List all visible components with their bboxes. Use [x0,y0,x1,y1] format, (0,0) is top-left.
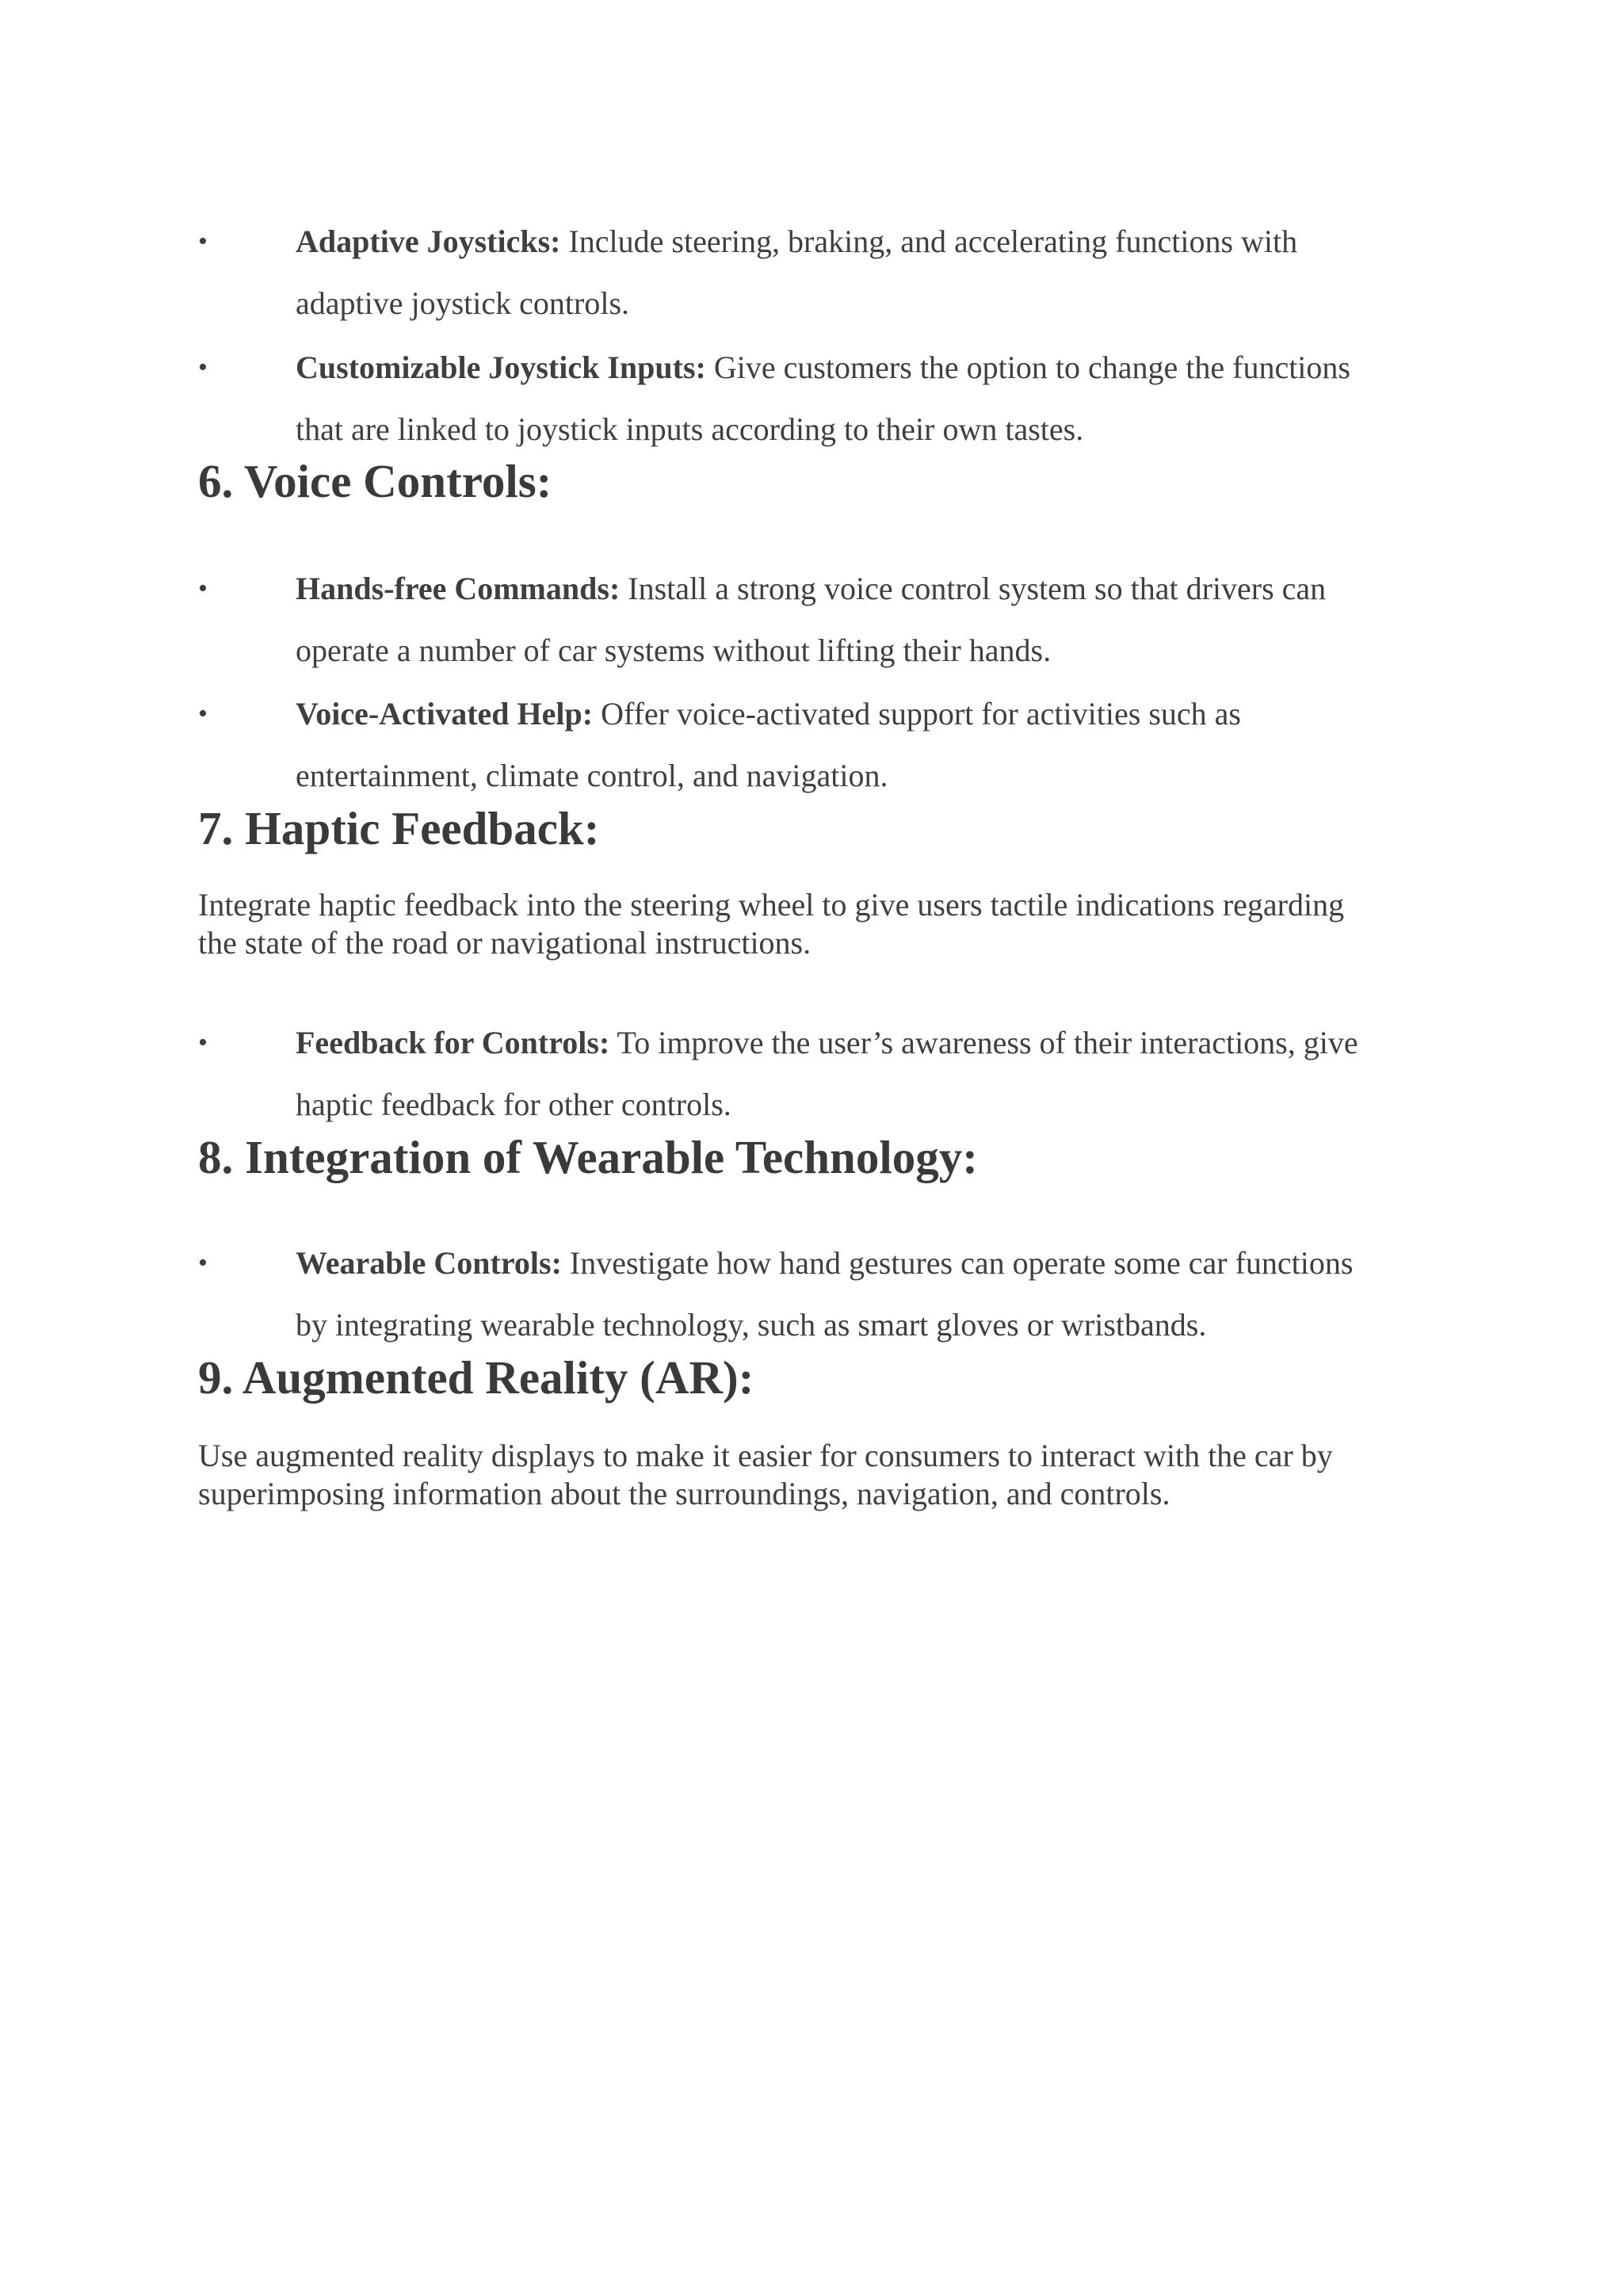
list-item-text: Investigate how hand gestures can operate some car functions [561,1245,1354,1281]
list-item-adaptive-joysticks [198,211,1434,334]
section-heading-haptic-feedback: 7. Haptic Feedback: [198,802,600,854]
list-item-customizable-joystick-inputs [198,337,1434,460]
list-item-text: Give customers the option to change the functions [705,350,1350,385]
list-item-text: Install a strong voice control system so that drivers can [620,571,1327,606]
bullet-icon: • [198,227,208,256]
section-heading-augmented-reality: 9. Augmented Reality (AR): [198,1351,754,1404]
bullet-icon: • [198,574,208,603]
paragraph-augmented-reality: Use augmented reality displays to make it easier for consumers to interact with the car by superimposing information about the surroundings, navigation, and controls. [198,1438,1333,1511]
list-item-text-continued: entertainment, climate control, and navigation. [296,758,888,793]
bullet-icon: • [198,699,208,728]
list-item-term: Feedback for Controls: [296,1025,610,1060]
list-item-hands-free-commands [198,558,1434,682]
bullet-icon: • [198,1028,208,1057]
list-item-text-continued: adaptive joystick controls. [296,285,630,321]
list-item-term: Customizable Joystick Inputs: [296,350,706,385]
paragraph-haptic-feedback: Integrate haptic feedback into the steering wheel to give users tactile indications regarding the state of the road or navigational instructions. [198,887,1345,961]
list-item-feedback-for-controls [198,1012,1434,1136]
section-heading-wearable-technology: 8. Integration of Wearable Technology: [198,1131,978,1183]
list-item-text: To improve the user’s awareness of their interactions, give [609,1025,1358,1060]
list-item-text-continued: by integrating wearable technology, such as smart gloves or wristbands. [296,1307,1207,1343]
bullet-icon: • [198,353,208,382]
list-item-term: Hands-free Commands: [296,571,621,606]
list-item-voice-activated-help [198,683,1434,807]
list-item-wearable-controls [198,1232,1434,1356]
list-item-text: Offer voice-activated support for activities such as [593,696,1241,732]
list-item-text: Include steering, braking, and accelerating functions with [560,223,1298,259]
list-item-term: Adaptive Joysticks: [296,223,561,259]
list-item-term: Wearable Controls: [296,1245,562,1281]
section-heading-voice-controls: 6. Voice Controls: [198,455,552,507]
bullet-icon: • [198,1248,208,1278]
list-item-text-continued: operate a number of car systems without lifting their hands. [296,632,1052,668]
list-item-text-continued: haptic feedback for other controls. [296,1087,731,1122]
list-item-text-continued: that are linked to joystick inputs according to their own tastes. [296,411,1084,447]
list-item-term: Voice-Activated Help: [296,696,594,732]
